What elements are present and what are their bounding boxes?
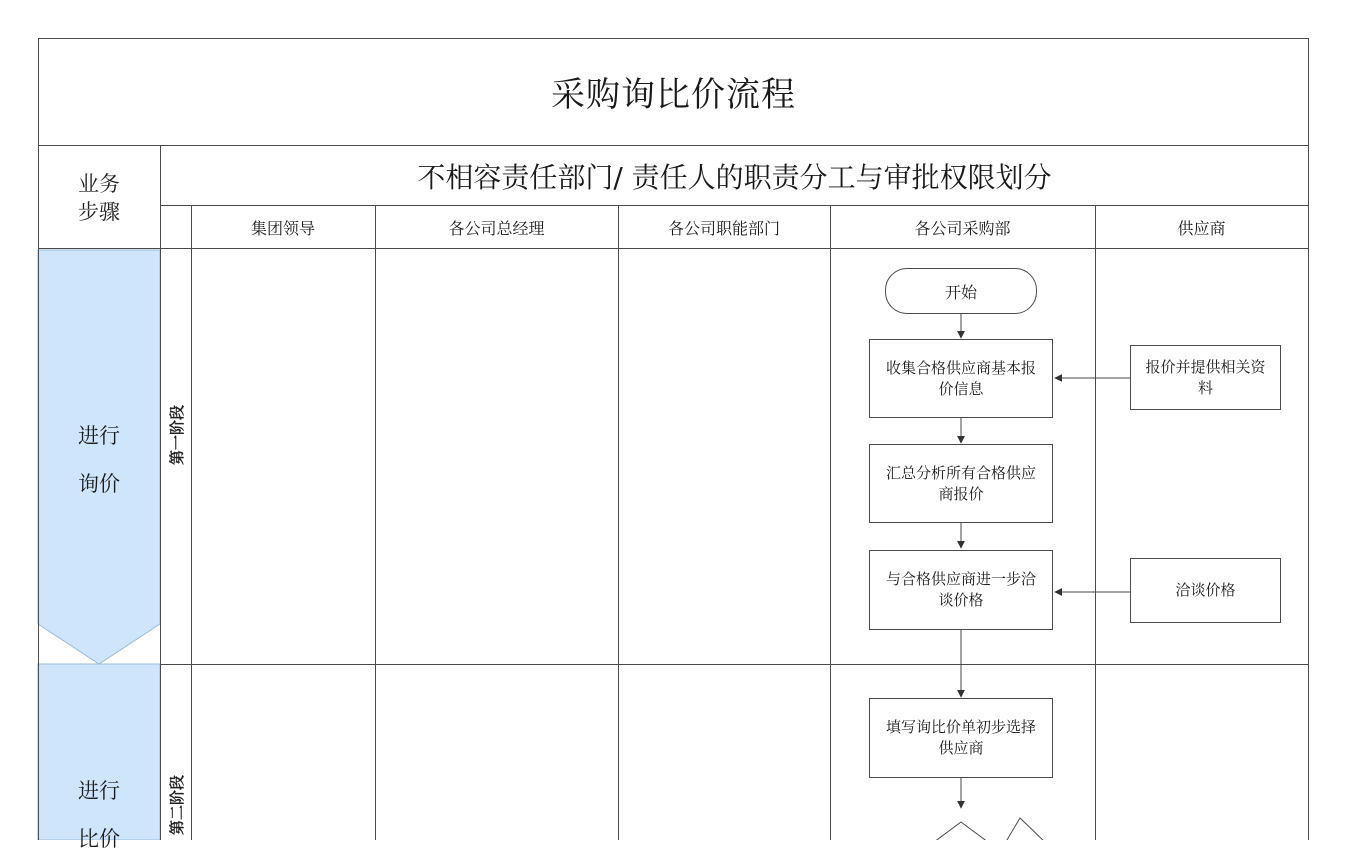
supplier-quote-box: 报价并提供相关资料 xyxy=(1130,345,1281,410)
business-step-line2: 步骤 xyxy=(78,200,120,224)
decision-diamond-2 xyxy=(1004,818,1048,840)
column-header-group-leader: 集团领导 xyxy=(250,219,315,238)
phase1-label-line2: 询价 xyxy=(78,472,120,496)
stage1-label: 第一阶段 xyxy=(167,405,186,466)
supplier-negotiate-box: 洽谈价格 xyxy=(1130,558,1281,623)
negotiate-price-box: 与合格供应商进一步洽谈价格 xyxy=(869,550,1053,630)
column-header-purchasing-dept: 各公司采购部 xyxy=(914,219,1011,238)
phase2-label-line1: 进行 xyxy=(78,779,120,803)
start-node: 开始 xyxy=(885,268,1037,314)
fill-inquiry-form-box: 填写询比价单初步选择供应商 xyxy=(869,698,1053,778)
phase1-label-line1: 进行 xyxy=(78,424,120,448)
page-subtitle: 不相容责任部门/ 责任人的职责分工与审批权限划分 xyxy=(417,161,1052,194)
column-header-general-manager: 各公司总经理 xyxy=(448,219,545,238)
column-header-functional-dept: 各公司职能部门 xyxy=(667,219,780,238)
stage2-label: 第二阶段 xyxy=(167,775,186,836)
collect-quotes-box: 收集合格供应商基本报价信息 xyxy=(869,339,1053,418)
summarize-quotes-box: 汇总分析所有合格供应商报价 xyxy=(869,444,1053,523)
page-title: 采购询比价流程 xyxy=(551,75,796,115)
phase2-label-line2: 比价 xyxy=(78,827,120,851)
column-header-supplier: 供应商 xyxy=(1177,219,1226,238)
decision-diamond xyxy=(930,822,992,840)
business-step-line1: 业务 xyxy=(78,172,120,196)
